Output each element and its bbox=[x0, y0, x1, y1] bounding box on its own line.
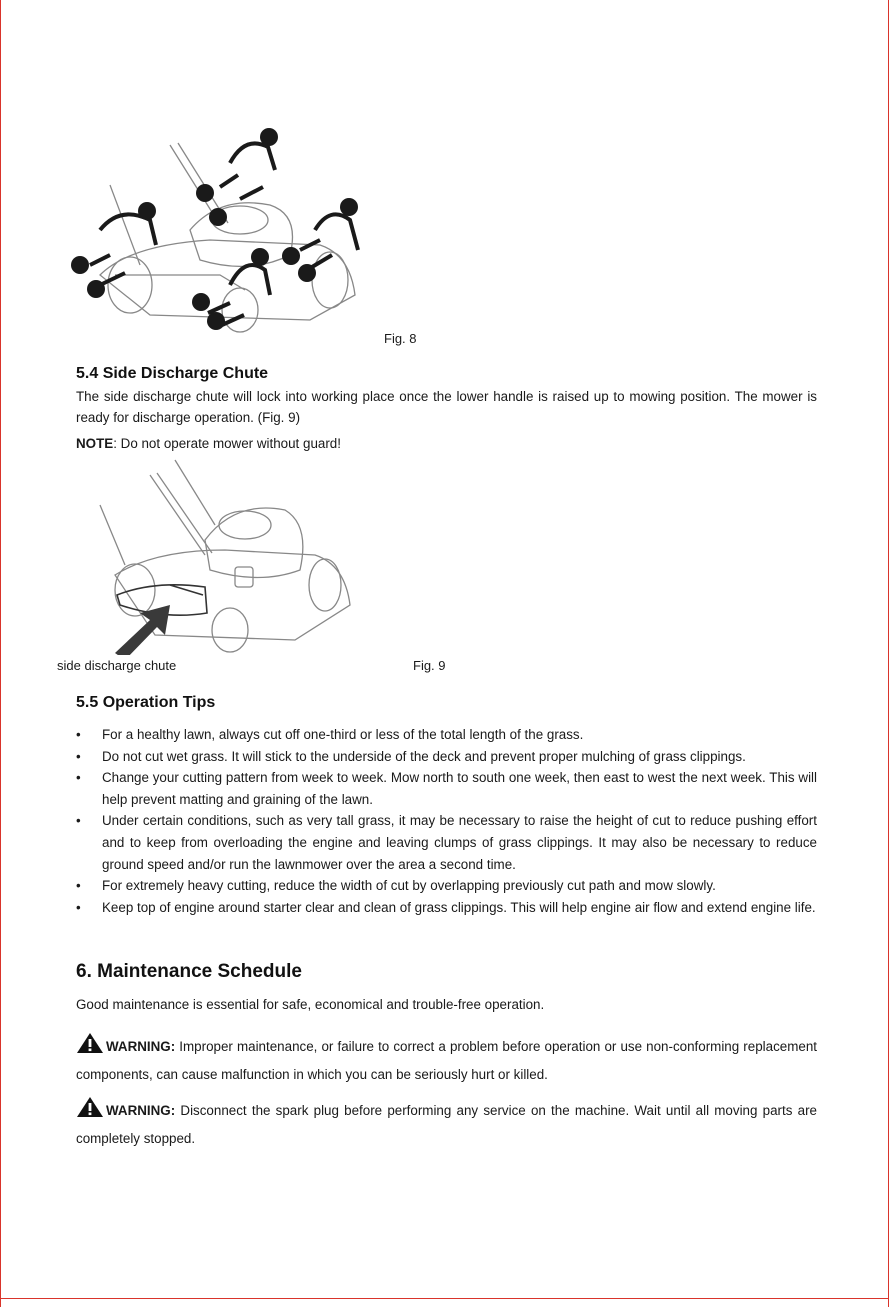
tip-text: Do not cut wet grass. It will stick to the underside of the deck and prevent proper mulching of grass clippings. bbox=[102, 748, 746, 764]
fig9-label: Fig. 9 bbox=[413, 658, 446, 673]
tip-text: Change your cutting pattern from week to week. Mow north to south one week, then east to west the next week. This will help prevent matting and graining of the lawn. bbox=[102, 770, 817, 807]
list-item bbox=[76, 767, 817, 810]
section-6-heading: 6. Maintenance Schedule bbox=[76, 961, 302, 982]
bullet: • bbox=[76, 770, 81, 786]
tip-text: For extremely heavy cutting, reduce the width of cut by overlapping previously cut path and mow slowly. bbox=[102, 878, 716, 894]
list-item bbox=[76, 746, 817, 768]
warning-text: Disconnect the spark plug before performing any service on the machine. Wait until all moving parts are completely stopped. bbox=[76, 1103, 817, 1146]
note-label: NOTE bbox=[76, 436, 114, 451]
fig8-label: Fig. 8 bbox=[384, 331, 417, 346]
bullet: • bbox=[76, 813, 81, 829]
list-item bbox=[76, 897, 817, 919]
warning-label: WARNING: bbox=[106, 1039, 176, 1054]
warning-triangle-icon bbox=[76, 1032, 104, 1054]
tip-text: Under certain conditions, such as very tall grass, it may be necessary to raise the height of cut to reduce pushing effort and to keep from overloading the engine and leaving clumps of grass clippings. It may also be necessary to reduce ground speed and/or run the lawnmower over the area a second time. bbox=[102, 813, 817, 872]
bullet: • bbox=[76, 748, 81, 764]
fig9-illustration bbox=[95, 455, 355, 655]
fig9-caption: side discharge chute bbox=[57, 658, 177, 673]
warning-1 bbox=[76, 1032, 817, 1089]
section-5-5-heading: 5.5 Operation Tips bbox=[76, 694, 216, 711]
bullet: • bbox=[76, 899, 81, 915]
maintenance-intro: Good maintenance is essential for safe, economical and trouble-free operation. bbox=[76, 997, 545, 1012]
tip-text: Keep top of engine around starter clear and clean of grass clippings. This will help engine air flow and extend engine life. bbox=[102, 899, 816, 915]
list-item bbox=[76, 810, 817, 875]
section-5-4-paragraph: The side discharge chute will lock into working place once the lower handle is raised up to mowing position. The mower is ready for discharge operation. (Fig. 9) bbox=[76, 389, 817, 425]
note-text: : Do not operate mower without guard! bbox=[113, 436, 341, 451]
bullet: • bbox=[76, 878, 81, 894]
list-item bbox=[76, 875, 817, 897]
note-line bbox=[76, 433, 817, 454]
warning-triangle-icon bbox=[76, 1096, 104, 1118]
warning-2 bbox=[76, 1096, 817, 1153]
list-item bbox=[76, 724, 817, 746]
fig8-illustration bbox=[70, 125, 370, 335]
warning-text: Improper maintenance, or failure to correct a problem before operation or use non-conforming replacement components, can cause malfunction in which you can be seriously hurt or killed. bbox=[76, 1039, 817, 1082]
operation-tips-list bbox=[76, 724, 817, 918]
page-border-left bbox=[0, 0, 1, 1307]
tip-text: For a healthy lawn, always cut off one-third or less of the total length of the grass. bbox=[102, 727, 584, 742]
page-border-bottom bbox=[0, 1298, 889, 1299]
warning-label: WARNING: bbox=[106, 1103, 176, 1118]
bullet: • bbox=[76, 727, 81, 742]
section-5-4-heading: 5.4 Side Discharge Chute bbox=[76, 365, 269, 382]
